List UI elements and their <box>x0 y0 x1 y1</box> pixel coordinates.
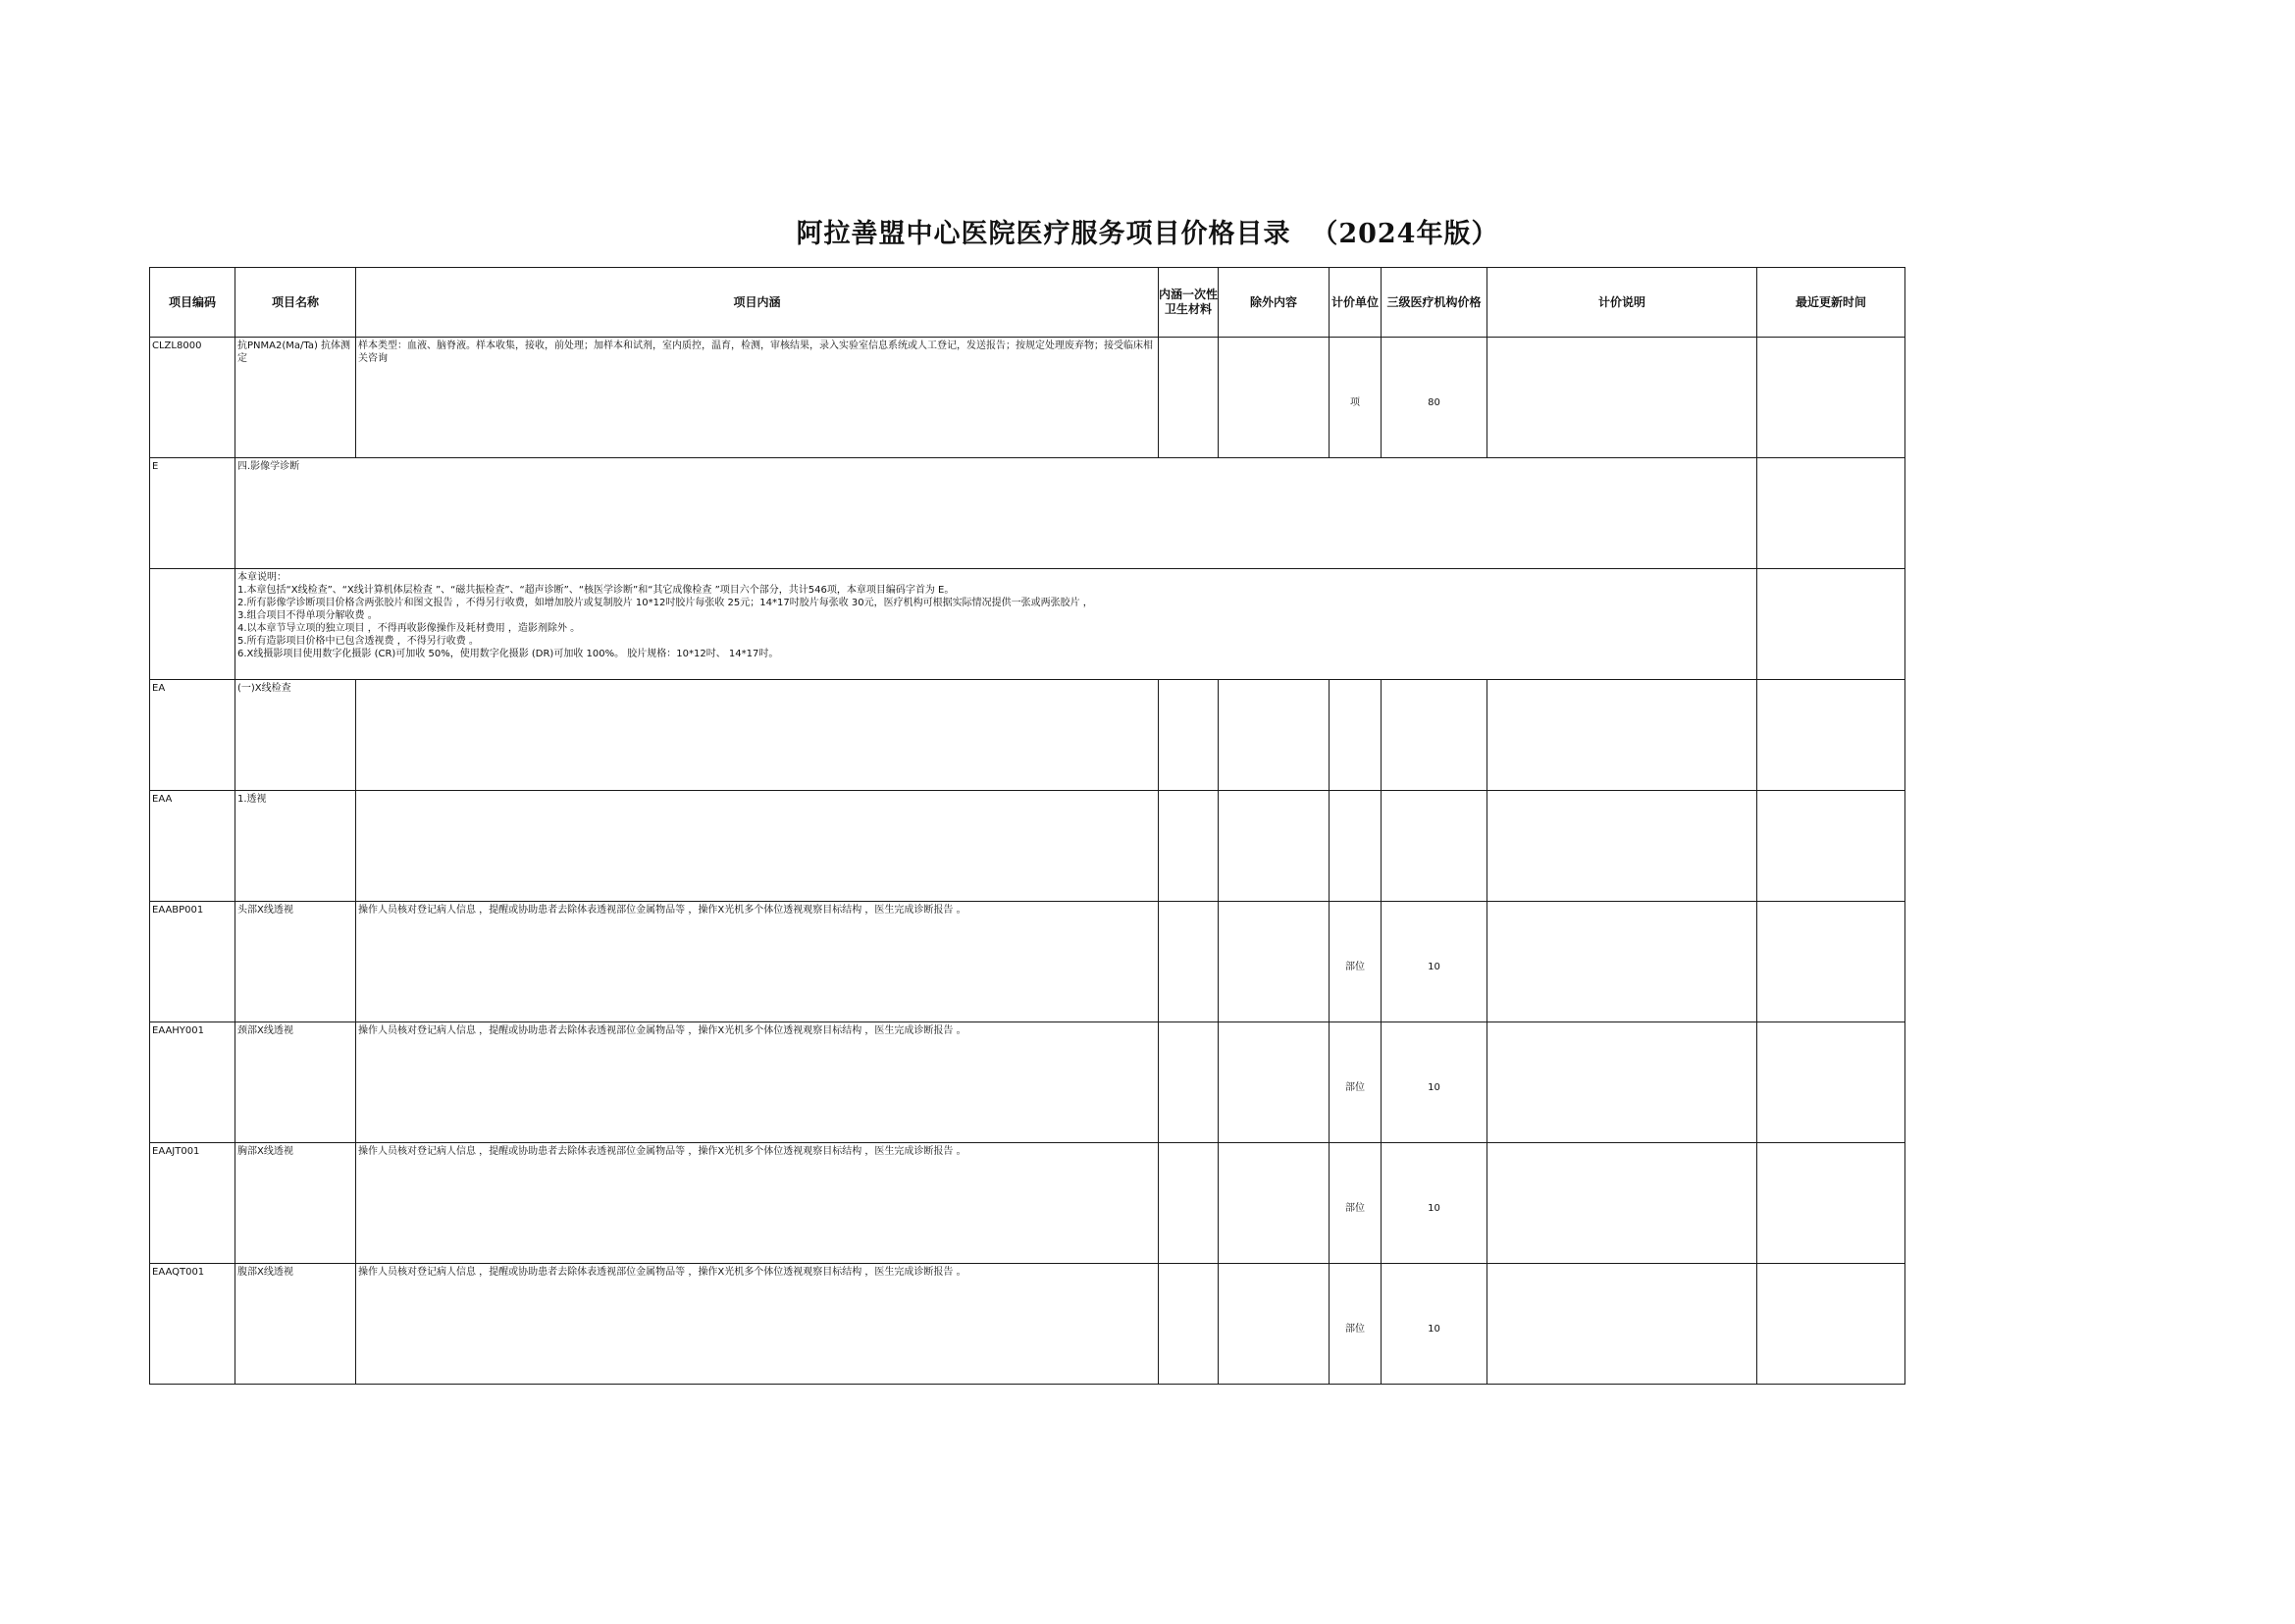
note-line: 本章说明： <box>237 572 287 583</box>
note-line: 4.以本章节导立项的独立项目 ，不得再收影像操作及耗材费用 ，造影剂除外 。 <box>237 623 581 634</box>
chapter-notes <box>235 569 1756 662</box>
price-cell: 10 <box>1382 1264 1487 1385</box>
item-name: 抗PNMA2(Ma/Ta) 抗体测定 <box>237 341 351 364</box>
table-row <box>150 1022 1905 1143</box>
updated-cell <box>1757 338 1905 458</box>
unit-cell: 项 <box>1330 338 1382 458</box>
col-header-updated: 最近更新时间 <box>1757 268 1905 338</box>
item-name: 1.透视 <box>237 794 267 805</box>
price-cell: 10 <box>1382 902 1487 1022</box>
table-row <box>150 680 1905 791</box>
note-line: 3.组合项目不得单项分解收费 。 <box>237 610 378 621</box>
table-row <box>150 791 1905 902</box>
chapter-name: 四.影像学诊断 <box>237 461 300 472</box>
pricing-note-cell <box>1487 338 1757 458</box>
price-table <box>149 267 1905 1385</box>
price-cell: 80 <box>1382 338 1487 458</box>
item-name: 头部X线透视 <box>237 905 293 916</box>
material-cell <box>1159 338 1219 458</box>
col-header-content: 项目内涵 <box>356 268 1159 338</box>
note-line: 1.本章包括“X线检查”、“X线计算机体层检查 ”、“磁共振检查”、“超声诊断”、“核医学诊断”和“其它成像检查 ”项目六个部分，共计546项，本章项目编码字首为 E。 <box>237 585 955 596</box>
item-code: EAAQT001 <box>152 1267 205 1278</box>
unit-cell: 部位 <box>1330 1264 1382 1385</box>
item-code: EAA <box>152 794 173 805</box>
item-name: (一)X线检查 <box>237 683 291 694</box>
header-row <box>150 268 1905 338</box>
col-header-code: 项目编码 <box>150 268 235 338</box>
col-header-name: 项目名称 <box>235 268 356 338</box>
table-row-notes <box>150 569 1905 680</box>
table-row <box>150 1264 1905 1385</box>
unit-cell: 部位 <box>1330 1143 1382 1264</box>
price-cell: 10 <box>1382 1022 1487 1143</box>
item-content: 操作人员核对登记病人信息 ，提醒或协助患者去除体表透视部位金属物品等 ，操作X光机多个体位透视观察目标结构 ，医生完成诊断报告 。 <box>358 1025 966 1036</box>
item-code: EAAJT001 <box>152 1146 200 1157</box>
table-row <box>150 338 1905 458</box>
col-header-price: 三级医疗机构价格 <box>1382 268 1487 338</box>
item-name: 胸部X线透视 <box>237 1146 293 1157</box>
item-code: E <box>152 461 159 472</box>
item-code: EAABP001 <box>152 905 204 916</box>
col-header-unit: 计价单位 <box>1330 268 1382 338</box>
item-name: 腹部X线透视 <box>237 1267 293 1278</box>
table-row <box>150 902 1905 1022</box>
item-content: 操作人员核对登记病人信息 ，提醒或协助患者去除体表透视部位金属物品等 ，操作X光机多个体位透视观察目标结构 ，医生完成诊断报告 。 <box>358 905 966 916</box>
col-header-pricing-note: 计价说明 <box>1487 268 1757 338</box>
note-line: 6.X线摄影项目使用数字化摄影 (CR)可加收 50%，使用数字化摄影 (DR)可加收 100%。 胶片规格：10*12吋、 14*17吋。 <box>237 649 779 659</box>
item-code: CLZL8000 <box>152 341 202 351</box>
price-cell: 10 <box>1382 1143 1487 1264</box>
page-title: 阿拉善盟中心医院医疗服务项目价格目录 （2024年版） <box>796 219 1499 249</box>
col-header-material: 内涵一次性卫生材料 <box>1159 268 1219 338</box>
item-content: 操作人员核对登记病人信息 ，提醒或协助患者去除体表透视部位金属物品等 ，操作X光机多个体位透视观察目标结构 ，医生完成诊断报告 。 <box>358 1267 966 1278</box>
item-content: 样本类型：血液、脑脊液。样本收集，接收，前处理；加样本和试剂，室内质控，温育，检测，审核结果，录入实验室信息系统或人工登记，发送报告；按规定处理废弃物；接受临床相关咨询 <box>358 341 1153 364</box>
exclusion-cell <box>1219 338 1330 458</box>
item-name: 颈部X线透视 <box>237 1025 293 1036</box>
note-line: 5.所有造影项目价格中已包含透视费 ，不得另行收费 。 <box>237 636 479 647</box>
table-row <box>150 1143 1905 1264</box>
item-content: 操作人员核对登记病人信息 ，提醒或协助患者去除体表透视部位金属物品等 ，操作X光机多个体位透视观察目标结构 ，医生完成诊断报告 。 <box>358 1146 966 1157</box>
note-line: 2.所有影像学诊断项目价格含两张胶片和图文报告 ，不得另行收费，如增加胶片或复制胶片 10*12吋胶片每张收 25元；14*17吋胶片每张收 30元，医疗机构可根据实际情况提供一张或两张胶片 ， <box>237 598 1093 608</box>
item-code: EA <box>152 683 166 694</box>
item-code: EAAHY001 <box>152 1025 204 1036</box>
updated-cell <box>1757 458 1905 569</box>
unit-cell: 部位 <box>1330 1022 1382 1143</box>
table-row-chapter <box>150 458 1905 569</box>
col-header-exclusion: 除外内容 <box>1219 268 1330 338</box>
updated-cell <box>1757 569 1905 680</box>
unit-cell: 部位 <box>1330 902 1382 1022</box>
